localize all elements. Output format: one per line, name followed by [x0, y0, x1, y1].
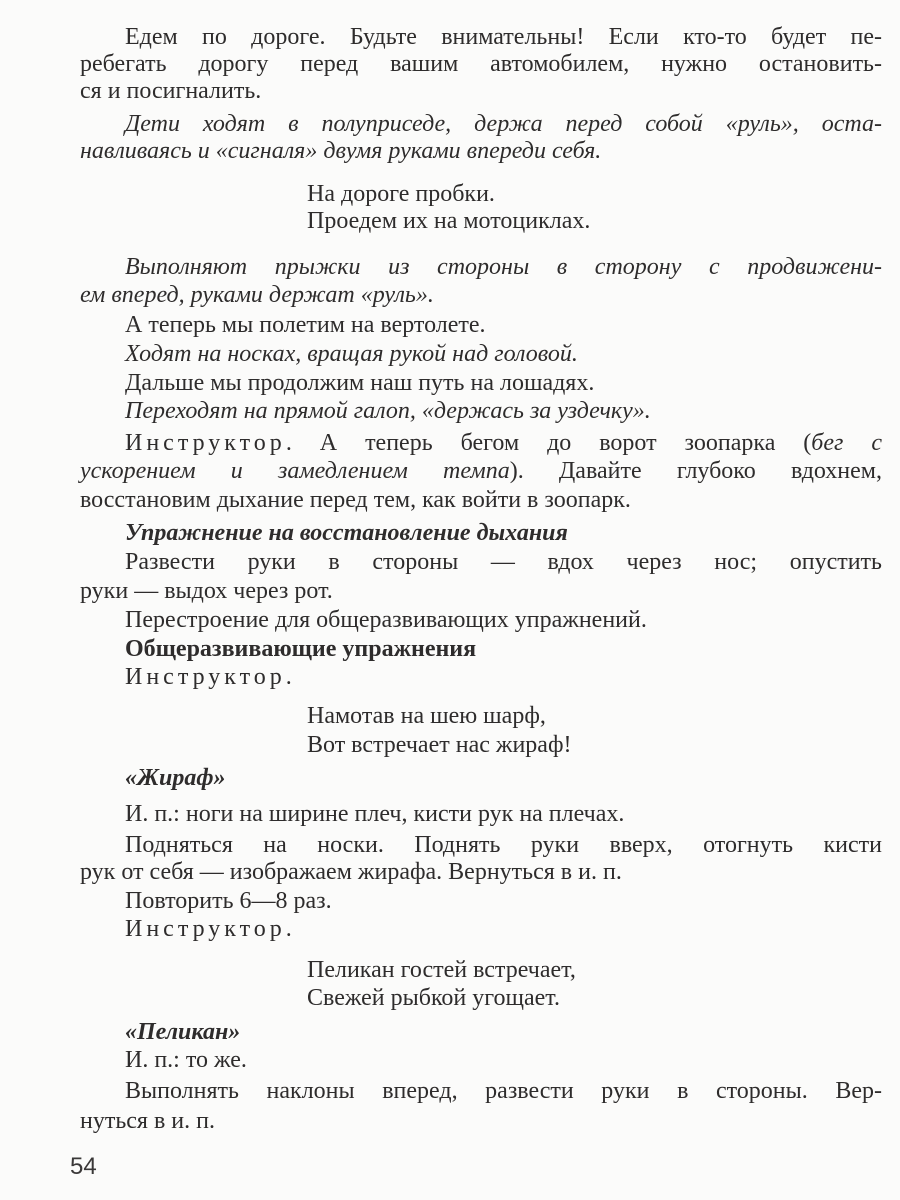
- text-line: И. п.: ноги на ширине плеч, кисти рук на плечах.: [125, 801, 625, 827]
- text-line: руки — выдох через рот.: [80, 578, 333, 604]
- verse-line: Намотав на шею шарф,: [307, 703, 546, 729]
- text-line: А теперь мы полетим на вертолете.: [125, 312, 486, 338]
- text-line: Едем по дороге. Будьте внимательны! Если кто-то будет пе-: [125, 24, 882, 50]
- speaker-label: Инструктор: [125, 430, 286, 456]
- verse-line: Вот встречает нас жираф!: [307, 732, 572, 758]
- text-line: ускорением и замедлением темпа). Давайте глубоко вдохнем,: [80, 458, 882, 484]
- section-heading: Общеразвивающие упражнения: [125, 636, 477, 662]
- stage-direction: Дети ходят в полуприседе, держа перед собой «руль», оста-: [125, 111, 882, 137]
- exercise-title: «Пеликан»: [125, 1019, 241, 1045]
- verse-line: На дороге пробки.: [307, 181, 495, 207]
- speaker-label: Инструктор.: [125, 916, 296, 942]
- text-line: Дальше мы продолжим наш путь на лошадях.: [125, 370, 595, 396]
- exercise-title: «Жираф»: [125, 765, 226, 791]
- stage-direction: Выполняют прыжки из стороны в сторону с продвижени-: [125, 254, 882, 280]
- text-line: восстановим дыхание перед тем, как войти в зоопарк.: [80, 487, 631, 513]
- stage-direction: ем вперед, руками держат «руль».: [80, 282, 434, 308]
- text-line: ребегать дорогу перед вашим автомобилем, нужно остановить-: [80, 51, 882, 77]
- text-line: Повторить 6—8 раз.: [125, 888, 332, 914]
- text-line: Перестроение для общеразвивающих упражнений.: [125, 607, 647, 633]
- section-heading: Упражнение на восстановление дыхания: [125, 520, 568, 546]
- text-line: рук от себя — изображаем жирафа. Вернуться в и. п.: [80, 859, 622, 885]
- verse-line: Свежей рыбкой угощает.: [307, 985, 560, 1011]
- verse-line: Проедем их на мотоциклах.: [307, 208, 591, 234]
- verse-line: Пеликан гостей встречает,: [307, 957, 576, 983]
- text-line: нуться в и. п.: [80, 1108, 215, 1134]
- speaker-label: Инструктор.: [125, 664, 296, 690]
- text-line: Развести руки в стороны — вдох через нос; опустить: [125, 549, 882, 575]
- page-number: 54: [70, 1153, 97, 1180]
- stage-direction: Ходят на носках, вращая рукой над головой.: [125, 341, 578, 367]
- stage-direction: навливаясь и «сигналя» двумя руками впереди себя.: [80, 138, 602, 164]
- text-line: ся и посигналить.: [80, 78, 262, 104]
- text-line: Инструктор. А теперь бегом до ворот зоопарка (бег с: [125, 430, 882, 456]
- text-line: Выполнять наклоны вперед, развести руки в стороны. Вер-: [125, 1078, 882, 1104]
- text-line: Подняться на носки. Поднять руки вверх, отогнуть кисти: [125, 832, 882, 858]
- stage-direction: Переходят на прямой галоп, «держась за уздечку».: [125, 398, 651, 424]
- text-line: И. п.: то же.: [125, 1047, 247, 1073]
